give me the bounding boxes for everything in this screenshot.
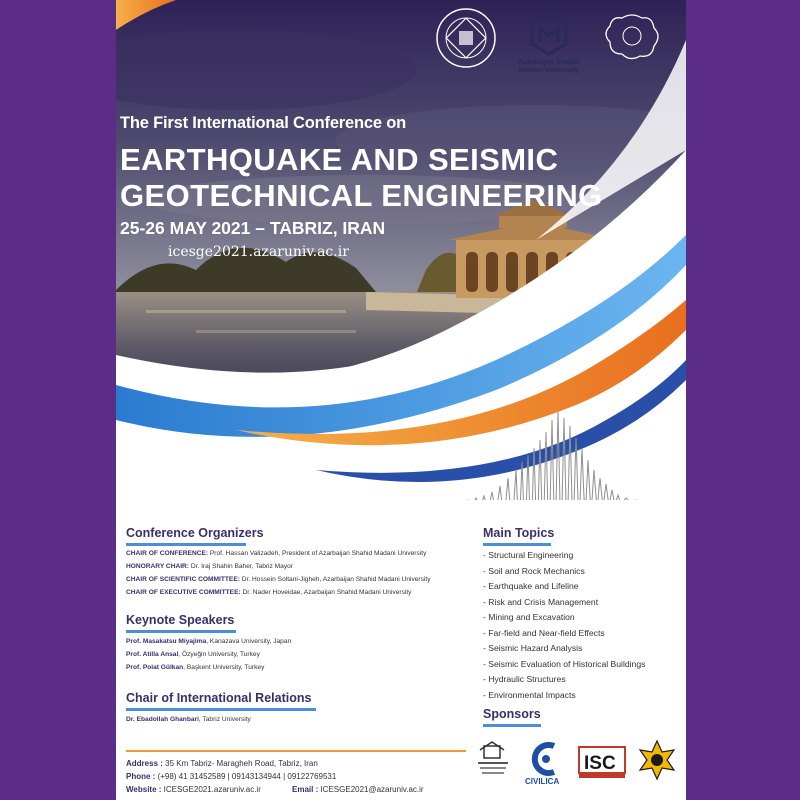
- sponsors-underline: [483, 724, 541, 727]
- topic-item: - Structural Engineering: [483, 550, 574, 560]
- conference-title-line2: GEOTECHNICAL ENGINEERING: [120, 178, 603, 213]
- topic-item: - Environmental Impacts: [483, 689, 576, 700]
- conference-website-header[interactable]: icesge2021.azaruniv.ac.ir: [168, 244, 349, 260]
- topic-item: - Seismic Hazard Analysis: [483, 643, 583, 653]
- keynote-row: Prof. Masakatsu Miyajima, Kanazava University, Japan: [126, 638, 292, 645]
- topics-heading: Main Topics: [483, 526, 555, 540]
- sponsor-logo-star: [640, 741, 674, 779]
- conference-title-line1: EARTHQUAKE AND SEISMIC: [120, 142, 559, 177]
- footer-website[interactable]: Website : ICESGE2021.azaruniv.ac.ir: [126, 785, 261, 794]
- topic-item: - Risk and Crisis Management: [483, 596, 599, 607]
- organizer-row: CHAIR OF CONFERENCE: Prof. Hassan Valizadeh, President of Azarbaijan Shahid Madani University: [126, 550, 427, 557]
- topic-item: - Far-field and Near-field Effects: [483, 627, 605, 638]
- relations-row: Dr. Ebadollah Ghanbari, Tabriz University: [126, 716, 251, 723]
- topic-item: - Soil and Rock Mechanics: [483, 565, 585, 576]
- keynote-row: Prof. Polat Gülkan, Başkent University, Turkey: [126, 664, 265, 671]
- footer-address: Address : 35 Km Tabriz- Maragheh Road, Tabriz, Iran: [126, 759, 318, 768]
- keynote-underline: [126, 630, 236, 633]
- kanazawa-university-logo: [437, 9, 495, 67]
- relations-underline: [126, 708, 316, 711]
- footer-email[interactable]: Email : ICESGE2021@azaruniv.ac.ir: [292, 785, 424, 794]
- topics-underline: [483, 543, 551, 546]
- footer-phone: Phone : (+98) 41 31452589 | 09143134944 | 09122769531: [126, 772, 337, 781]
- civilica-label: CIVILICA: [525, 777, 560, 786]
- sponsor-logos: [476, 738, 681, 788]
- footer-divider: [126, 750, 466, 752]
- sponsor-logo-civilica: [535, 745, 554, 773]
- isc-label: ISC: [584, 753, 616, 774]
- keynote-heading: Keynote Speakers: [126, 613, 235, 627]
- topic-item: - Hydraulic Structures: [483, 674, 566, 684]
- relations-heading: Chair of International Relations: [126, 691, 312, 705]
- organizer-row: CHAIR OF EXECUTIVE COMMITTEE: Dr. Nader Hoveidae, Azarbaijan Shahid Madani University: [126, 589, 412, 596]
- university-caption-line1: Azarbaijan Shahid: [518, 59, 580, 66]
- organizer-row: HONORARY CHAIR: Dr. Iraj Shahin Baher, Tabriz Mayor: [126, 563, 293, 570]
- organizers-heading: Conference Organizers: [126, 526, 264, 540]
- organizers-underline: [126, 543, 246, 546]
- topic-item: - Seismic Evaluation of Historical Buildings: [483, 658, 646, 669]
- sponsors-heading: Sponsors: [483, 707, 541, 721]
- conference-poster: [116, 0, 686, 800]
- university-caption-line2: Madani University: [519, 67, 579, 74]
- conference-date-location: 25-26 MAY 2021 – TABRIZ, IRAN: [120, 218, 386, 238]
- topic-item: - Earthquake and Lifeline: [483, 581, 579, 591]
- organizer-row: CHAIR OF SCIENTIFIC COMMITTEE: Dr. Hossein Soltani-Jigheh, Azarbaijan Shahid Madani University: [126, 576, 431, 583]
- topic-item: - Mining and Excavation: [483, 612, 575, 622]
- conference-pre-title: The First International Conference on: [120, 114, 406, 132]
- university-caption: [514, 59, 584, 75]
- sponsor-logo-ministry: [478, 742, 508, 774]
- keynote-row: Prof. Atilla Ansal, Özyeğin University, Turkey: [126, 651, 260, 658]
